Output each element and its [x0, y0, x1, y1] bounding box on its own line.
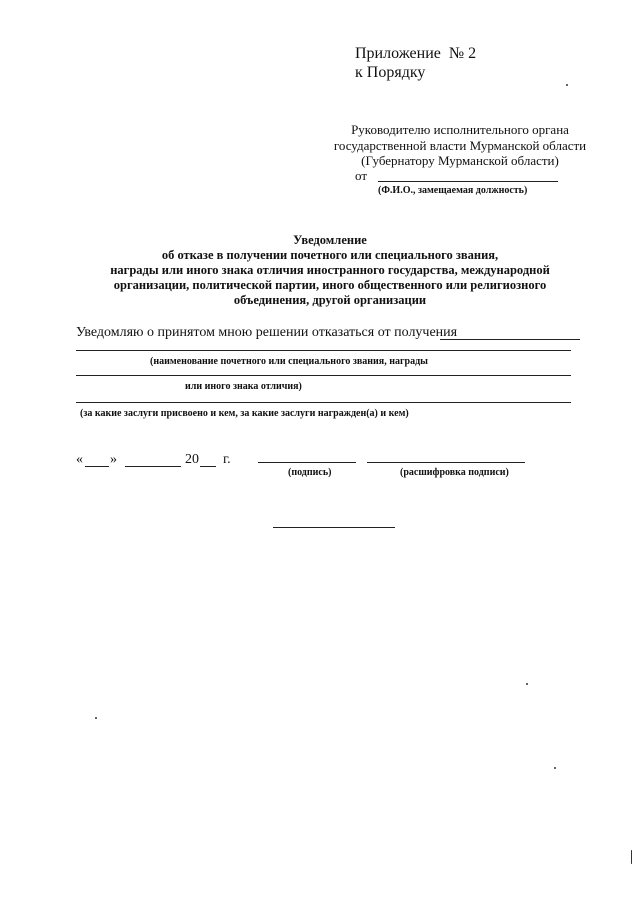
scan-speck [631, 850, 632, 864]
from-caption: (Ф.И.О., замещаемая должность) [378, 185, 528, 196]
title-line-3: награды или иного знака отличия иностранного государства, международной [110, 263, 550, 277]
merit-field-line[interactable] [76, 402, 571, 403]
title-line-1: Уведомление [293, 233, 367, 247]
addressee-line-1: Руководителю исполнительного органа [351, 122, 569, 137]
scan-speck [554, 767, 556, 769]
award-field-line-1[interactable] [440, 339, 580, 340]
appendix-reference: к Порядку [355, 64, 426, 81]
date-day-field[interactable] [85, 466, 109, 467]
award-field-line-2[interactable] [76, 350, 571, 351]
date-year-prefix: 20 [185, 452, 199, 467]
scan-speck [526, 683, 528, 685]
date-month-field[interactable] [125, 466, 181, 467]
date-quote-close: » [110, 452, 117, 467]
title-line-4: организации, политической партии, иного общественного или религиозного [113, 278, 547, 292]
title-line-5: объединения, другой организации [233, 293, 427, 307]
award-caption-1: (наименование почетного или специального звания, награды [150, 356, 428, 367]
document-title [70, 233, 590, 308]
from-label: от [355, 168, 368, 183]
appendix-number: Приложение № 2 [355, 45, 477, 62]
date-year-field[interactable] [200, 466, 216, 467]
addressee-line-2: государственной власти Мурманской области [333, 138, 587, 153]
addressee-line-3: (Губернатору Мурманской области) [361, 153, 559, 168]
scan-speck [95, 717, 97, 719]
award-caption-2: или иного знака отличия) [185, 381, 302, 392]
date-year-suffix: г. [223, 452, 231, 467]
closing-separator [273, 527, 395, 528]
title-line-2: об отказе в получении почетного или специального звания, [161, 248, 499, 262]
statement-text: Уведомляю о принятом мною решении отказаться от получения [76, 325, 458, 340]
signature-decoding-caption: (расшифровка подписи) [400, 467, 509, 478]
signature-decoding-field[interactable] [367, 462, 525, 463]
signature-field[interactable] [258, 462, 356, 463]
award-field-line-3[interactable] [76, 375, 571, 376]
date-quote-open: « [76, 452, 83, 467]
signature-caption: (подпись) [288, 467, 332, 478]
from-field-line[interactable] [378, 181, 558, 182]
merit-caption: (за какие заслуги присвоено и кем, за какие заслуги награжден(а) и кем) [80, 408, 409, 419]
scan-speck [566, 84, 568, 86]
